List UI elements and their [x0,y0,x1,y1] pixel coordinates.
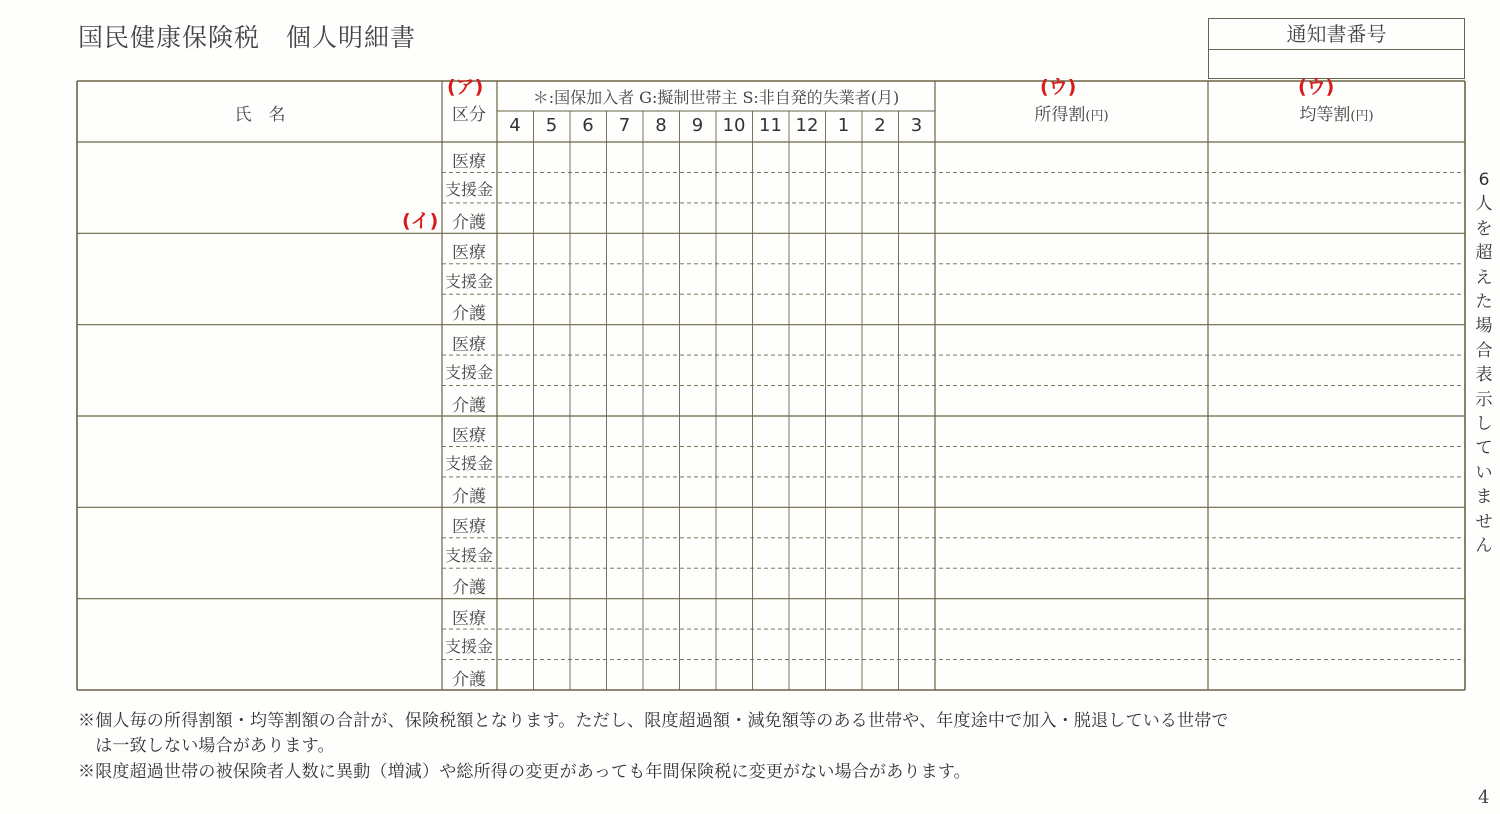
footnote-1-cont: は一致しない場合があります。 [78,736,335,756]
footnote-2: ※限度超過世帯の被保険者人数に異動（増減）や総所得の変更があっても年間保険税に変更がない場合があります。 [78,762,971,782]
category-label: 支援金 [444,545,493,565]
notice-number-label: 通知書番号 [1209,19,1464,50]
category-label: 支援金 [444,180,493,200]
category-label: 医療 [452,517,486,538]
document-title: 国民健康保険税 個人明細書 [78,23,417,52]
category-label: 支援金 [444,271,493,291]
annotation-a: (ア) [447,76,484,98]
month-label: 6 [582,115,594,136]
income-unit: (円) [1085,109,1109,124]
category-label: 介護 [452,669,486,690]
category-label: 介護 [452,486,486,507]
category-label: 医療 [452,334,486,355]
month-label: 1 [837,115,850,136]
month-label: 4 [509,115,521,136]
category-label: 医療 [452,243,486,264]
page-number: 4 [1478,787,1490,808]
income-column-header [935,100,1208,125]
category-label: 医療 [452,426,486,446]
footnote-1: ※個人毎の所得割額・均等割額の合計が、保険税額となります。ただし、限度超過額・減免額等のある世帯や、年度途中で加入・脱退している世帯で [78,711,1229,731]
category-label: 医療 [452,608,486,629]
month-label: 5 [545,115,558,136]
income-label: 所得割 [1034,105,1086,125]
category-label: 支援金 [444,363,493,383]
equal-column-header [1208,100,1465,125]
month-label: 7 [618,115,631,136]
month-label: 12 [795,115,819,136]
name-column-header: 氏 名 [234,105,286,125]
annotation-u-equal: (ウ) [1298,76,1335,98]
category-label: 介護 [452,304,486,325]
equal-unit: (円) [1350,109,1374,124]
month-label: 11 [759,115,782,136]
category-label: 医療 [452,152,486,172]
annotation-u-income: (ウ) [1040,76,1077,98]
category-label: 介護 [452,395,486,416]
month-label: 10 [722,115,746,136]
side-note: 6人を超えた場合表示していません [1475,170,1493,557]
annotation-i: (イ) [402,210,439,232]
category-label: 支援金 [444,454,493,474]
category-label: 介護 [452,212,486,233]
month-label: 8 [655,115,667,136]
month-label: 3 [910,115,923,136]
month-label: 9 [691,115,704,136]
equal-label: 均等割 [1299,105,1351,125]
kubun-column-header: 区分 [452,105,486,125]
category-label: 支援金 [444,637,493,657]
category-label: 介護 [452,578,486,599]
month-label: 2 [874,115,886,136]
month-legend: ＊:国保加入者 G:擬制世帯主 S:非自発的失業者(月) [532,88,900,107]
